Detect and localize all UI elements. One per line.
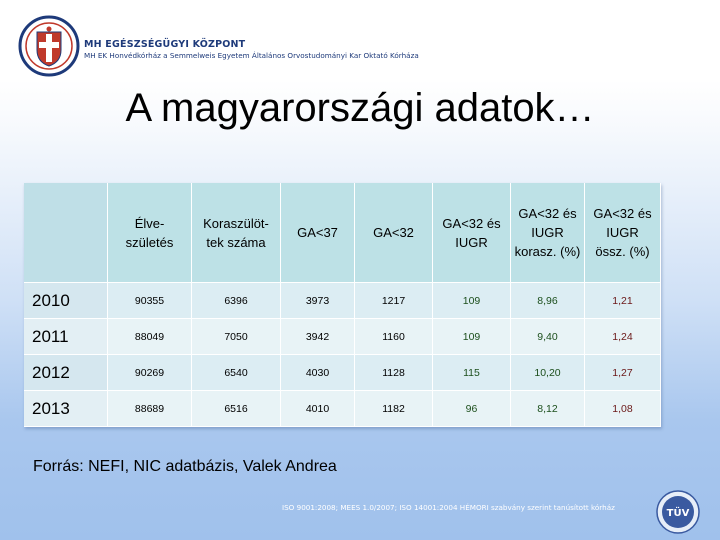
table-cell: 6516 xyxy=(192,391,281,427)
table-body xyxy=(24,283,661,427)
year-cell: 2010 xyxy=(24,283,108,319)
table-cell: 109 xyxy=(433,283,511,319)
table-cell: 8,96 xyxy=(511,283,585,319)
table-cell: 3942 xyxy=(281,319,355,355)
tuv-certification-icon xyxy=(654,489,702,535)
column-header xyxy=(192,183,281,283)
table-cell: 90269 xyxy=(108,355,192,391)
table-cell: 90355 xyxy=(108,283,192,319)
header-text-line: IUGR xyxy=(606,225,639,240)
table-row xyxy=(24,355,661,391)
source-note: Forrás: NEFI, NIC adatbázis, Valek Andrea xyxy=(33,458,337,475)
column-header xyxy=(108,183,192,283)
column-header xyxy=(355,183,433,283)
header-text-line: Koraszülöt- xyxy=(203,215,269,231)
certification-text: ISO 9001:2008; MEES 1.0/2007; ISO 14001:2004 HÉMORI szabvány szerint tanúsított kórház xyxy=(282,503,615,512)
year-cell: 2011 xyxy=(24,319,108,355)
header-text-line: össz. (%) xyxy=(595,244,650,259)
header-text-line: IUGR xyxy=(455,234,488,250)
table-cell: 4030 xyxy=(281,355,355,391)
statistics-table xyxy=(24,183,661,427)
header-text-line: GA<32 xyxy=(373,225,414,240)
hospital-crest-icon xyxy=(18,12,80,80)
header-text-line: GA<32 és xyxy=(518,206,577,221)
table-cell: 88689 xyxy=(108,391,192,427)
tuv-badge-label: TÜV xyxy=(666,508,690,519)
column-header xyxy=(511,183,585,283)
table-cell: 115 xyxy=(433,355,511,391)
table-cell: 1128 xyxy=(355,355,433,391)
table-cell: 1160 xyxy=(355,319,433,355)
organization-subtitle: MH EK Honvédkórház a Semmelweis Egyetem Általános Orvostudományi Kar Oktató Kórháza xyxy=(84,51,419,60)
header-text-line: tek száma xyxy=(206,234,266,250)
year-cell: 2013 xyxy=(24,391,108,427)
table-cell: 4010 xyxy=(281,391,355,427)
table-cell: 8,12 xyxy=(511,391,585,427)
table-cell: 1,24 xyxy=(585,319,661,355)
header-text-line: GA<37 xyxy=(297,225,338,240)
table-cell: 7050 xyxy=(192,319,281,355)
table-cell: 3973 xyxy=(281,283,355,319)
table-cell: 109 xyxy=(433,319,511,355)
table-cell: 1,08 xyxy=(585,391,661,427)
header-text-line: GA<32 és xyxy=(593,206,652,221)
table-cell: 9,40 xyxy=(511,319,585,355)
header-text-line: korasz. (%) xyxy=(514,244,581,259)
column-header xyxy=(433,183,511,283)
table-row xyxy=(24,319,661,355)
header-text-line: IUGR xyxy=(531,225,564,240)
table-cell: 6396 xyxy=(192,283,281,319)
table-cell: 6540 xyxy=(192,355,281,391)
slide-header xyxy=(0,0,720,90)
table-header-row xyxy=(24,183,661,283)
table-cell: 88049 xyxy=(108,319,192,355)
header-text-line: GA<32 és xyxy=(442,215,501,231)
slide-title: A magyarországi adatok… xyxy=(125,86,595,130)
header-corner xyxy=(24,183,108,283)
table-cell: 1,21 xyxy=(585,283,661,319)
table-row xyxy=(24,391,661,427)
organization-name: MH EGÉSZSÉGÜGYI KÖZPONT xyxy=(84,39,246,50)
header-text-line: Élve- xyxy=(134,215,165,231)
table-row xyxy=(24,283,661,319)
table-cell: 1182 xyxy=(355,391,433,427)
table-cell: 96 xyxy=(433,391,511,427)
table-cell: 1217 xyxy=(355,283,433,319)
header-text-line: születés xyxy=(125,234,174,250)
year-cell: 2012 xyxy=(24,355,108,391)
column-header xyxy=(281,183,355,283)
column-header xyxy=(585,183,661,283)
table-cell: 10,20 xyxy=(511,355,585,391)
table-cell: 1,27 xyxy=(585,355,661,391)
